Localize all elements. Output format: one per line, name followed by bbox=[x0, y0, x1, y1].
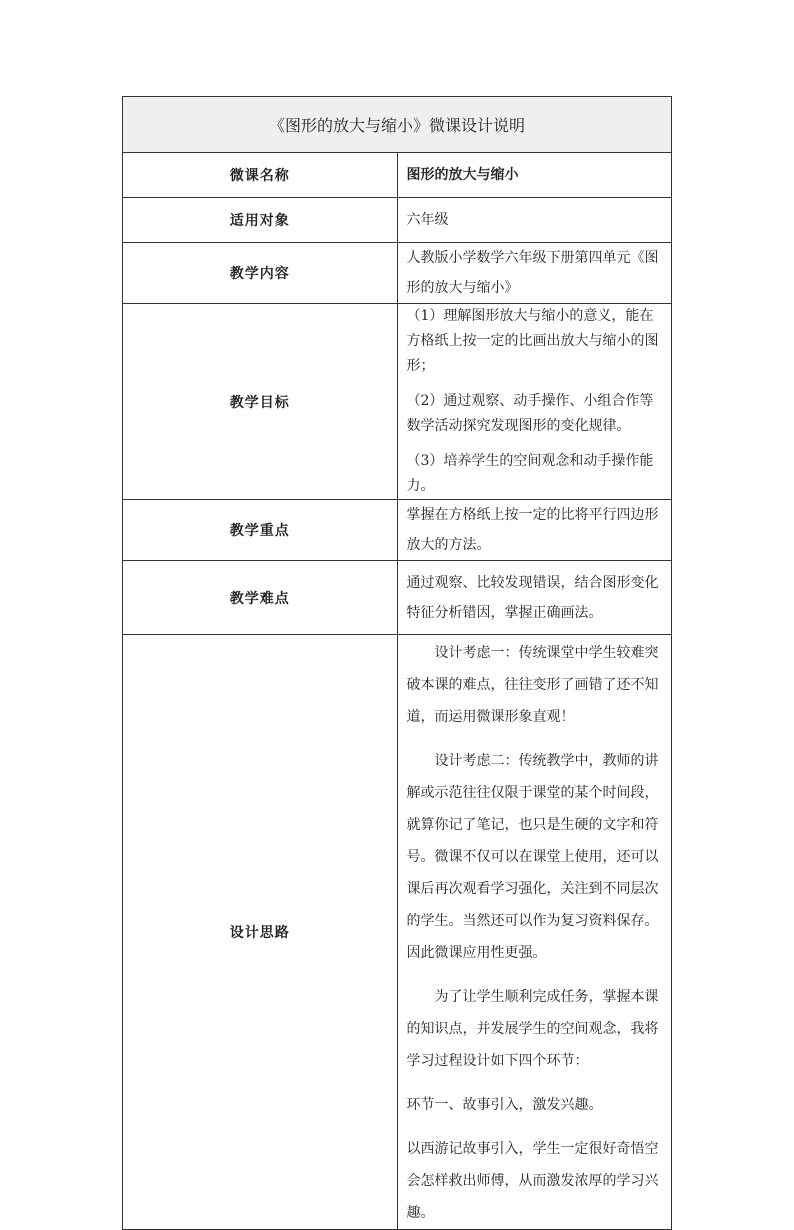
label-teaching-content: 教学内容 bbox=[123, 243, 398, 304]
goal-item-3: （3）培养学生的空间观念和动手操作能力。 bbox=[406, 453, 654, 494]
label-difficulty: 教学难点 bbox=[123, 561, 398, 635]
value-key-point: 掌握在方格纸上按一定的比将平行四边形放大的方法。 bbox=[397, 500, 672, 561]
design-table bbox=[122, 96, 672, 1230]
value-difficulty: 通过观察、比较发现错误，结合图形变化特征分析错因，掌握正确画法。 bbox=[397, 561, 672, 635]
goal-item-2: （2）通过观察、动手操作、小组合作等数学活动探究发现图形的变化规律。 bbox=[406, 393, 654, 434]
label-key-point: 教学重点 bbox=[123, 500, 398, 561]
design-paragraph-4: 环节一、故事引入，激发兴趣。 bbox=[406, 1097, 603, 1113]
value-teaching-content: 人教版小学数学六年级下册第四单元《图形的放大与缩小》 bbox=[397, 243, 672, 304]
design-text bbox=[398, 635, 672, 1229]
row-difficulty bbox=[123, 561, 672, 635]
title-row bbox=[123, 97, 672, 153]
design-paragraph-1: 设计考虑一：传统课堂中学生较难突破本课的难点，往往变形了画错了还不知道，而运用微课形象直观！ bbox=[406, 645, 659, 725]
design-paragraph-3: 为了让学生顺利完成任务，掌握本课的知识点，并发展学生的空间观念，我将学习过程设计如下四个环节： bbox=[406, 989, 659, 1069]
row-target-audience bbox=[123, 198, 672, 243]
goal-item-1: （1）理解图形放大与缩小的意义，能在方格纸上按一定的比画出放大与缩小的图形； bbox=[406, 308, 659, 374]
value-teaching-goals bbox=[397, 304, 672, 500]
label-course-name: 微课名称 bbox=[123, 153, 398, 198]
row-key-point bbox=[123, 500, 672, 561]
design-paragraph-5: 以西游记故事引入，学生一定很好奇悟空会怎样救出师傅，从而激发浓厚的学习兴趣。 bbox=[406, 1141, 659, 1221]
table-title: 《图形的放大与缩小》微课设计说明 bbox=[123, 97, 672, 153]
row-course-name bbox=[123, 153, 672, 198]
label-teaching-goals: 教学目标 bbox=[123, 304, 398, 500]
row-design-ideas bbox=[123, 635, 672, 1230]
label-design-ideas: 设计思路 bbox=[123, 635, 398, 1230]
design-paragraph-2: 设计考虑二：传统教学中，教师的讲解或示范往往仅限于课堂的某个时间段，就算你记了笔记，也只是生硬的文字和符号。微课不仅可以在课堂上使用，还可以课后再次观看学习强化，关注到不同层次的学生。当然还可以作为复习资料保存。因此微课应用性更强。 bbox=[406, 753, 659, 961]
document-sheet bbox=[122, 96, 672, 1230]
row-teaching-content bbox=[123, 243, 672, 304]
value-target-audience: 六年级 bbox=[397, 198, 672, 243]
label-target-audience: 适用对象 bbox=[123, 198, 398, 243]
value-design-ideas bbox=[397, 635, 672, 1230]
value-course-name: 图形的放大与缩小 bbox=[397, 153, 672, 198]
row-teaching-goals bbox=[123, 304, 672, 500]
